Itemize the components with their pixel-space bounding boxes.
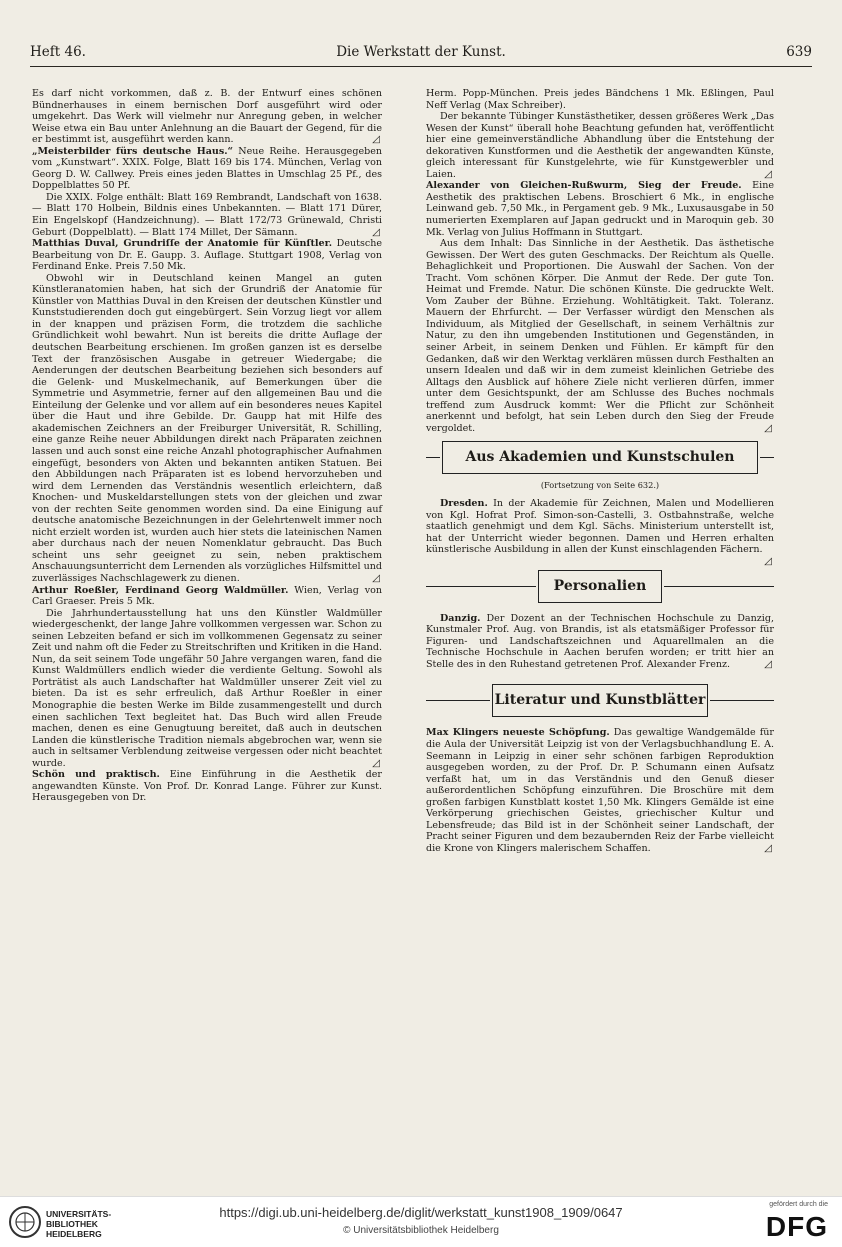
end-mark-icon: ◿	[372, 134, 380, 146]
paragraph-text: Aus dem Inhalt: Das Sinnliche in der Aesthetik. Das ästhetische Gewissen. Der Wert des guten Geschmacks. Der Reichtum als Quelle. Behaglichkeit und Proportionen. Die Auswahl der Sachen. Von der Tracht. Vom schönen Körper. Die Anmut der Rede. Der gute Ton. Heimat und Fremde. Natur. Die schönen Künste. Die gedruckte Welt. Vom Zauber der Bühne. Erziehung. Wohltätigkeit. Takt. Toleranz. Mauern der Ehrfurcht. — Der Verfasser würdigt den Menschen als Individuum, als Mitglied der Gesellschaft, in seinem Verhältnis zur Natur, zu den ihn umgebenden Institutionen und Gegenständen, in seiner Arbeit, in seinem Denken und Fühlen. Er kämpft für den Gedanken, daß wir den Werktag verklären müssen durch Festhalten an unsern Idealen und daß wir in dem zumeist kleinlichen Getriebe des Alltags den Ausblick auf höhere Ziele nicht verlieren dürfen, immer unter dem Gesichtspunkt, der am Schlusse des Buches nochmals treffend zum Ausdruck kommt: Wer die Pflicht zur Schönheit anerkennt und befolgt, hat sein Leben durch den Sieg der Freude vergoldet.	[426, 238, 774, 434]
paragraph-text: Deutsche Bearbeitung von Dr. E. Gaupp. 3. Auflage. Stuttgart 1908, Verlag von Ferdinand Enke. Preis 7.50 Mk.	[32, 238, 382, 273]
article-dresden	[426, 497, 774, 567]
dfg-logo: DFG	[765, 1211, 828, 1242]
section-akademien-title: Aus Akademien und Kunstschulen	[465, 449, 735, 466]
paragraph-text: Neue Reihe. Herausgegeben vom „Kunstwart“. XXIX. Folge, Blatt 169 bis 174. München, Verlag von Georg D. W. Callwey. Preis eines jeden Blattes in Umschlag 25 Pf., des Doppelblattes 50 Pf.	[32, 145, 383, 192]
article-klinger	[426, 727, 774, 854]
source-url-link[interactable]: https://digi.ub.uni-heidelberg.de/diglit/werkstatt_kunst1908_1909/0647	[219, 1205, 623, 1220]
left-paragraph	[32, 88, 382, 146]
article-danzig-text: Der Dozent an der Technischen Hochschule zu Danzig, Kunstmaler Prof. Aug. von Brandis, ist als etatsmäßiger Professor für Figuren- und Landschaftszeichnen und Aquarellmalen an die Technische Hochschule in Aachen berufen worden; er tritt hier an Stelle des in den Ruhestand getretenen Prof. Alexander Frenz.	[426, 612, 774, 670]
left-paragraph	[32, 769, 382, 804]
paragraph-text: Eine Aesthetik des praktischen Lebens. Broschiert 6 Mk., in englische Leinwand geb. 7,50 Mk., in Pergament geb. 9 Mk., Luxusausgabe in 50 numerierten Exemplaren auf Japan gedruckt und in Maroquin geb. 30 Mk. Verlag von Julius Hoffmann in Stuttgart.	[426, 180, 775, 238]
article-danzig	[426, 613, 774, 671]
paragraph-text: Die XXIX. Folge enthält: Blatt 169 Rembrandt, Landschaft von 1638. — Blatt 170 Holbein, Bildnis eines Unbekannten. — Blatt 171 Dürer, Ein Engelskopf (Handzeichnung). — Blatt 172/73 Grünewald, Christi Geburt (Doppelblatt). — Blatt 174 Millet, Der Sämann.	[32, 191, 382, 238]
paragraph-text: Eine Einführung in die Aesthetik der angewandten Künste. Von Prof. Dr. Konrad Lange. Führer zur Kunst. Herausgegeben von Dr.	[32, 769, 382, 804]
copyright-notice: © Universitätsbibliothek Heidelberg	[343, 1225, 499, 1236]
section-literatur-title: Literatur und Kunstblätter	[494, 692, 706, 709]
left-paragraph	[32, 238, 382, 273]
end-mark-icon: ◿	[764, 842, 772, 854]
left-paragraph	[32, 273, 382, 585]
left-paragraph	[32, 192, 382, 238]
funding-note: gefördert durch die	[769, 1201, 828, 1208]
right-paragraph	[426, 238, 774, 434]
article-klinger-lead: Max Klingers neueste Schöpfung.	[426, 727, 610, 739]
left-column	[32, 88, 382, 804]
left-paragraph	[32, 608, 382, 770]
end-mark-icon: ◿	[764, 555, 772, 567]
paragraph-lead: Arthur Roeßler, Ferdinand Georg Waldmüller.	[32, 584, 289, 596]
right-paragraph	[426, 180, 774, 238]
paragraph-lead: Matthias Duval, Grundriſſe der Anatomie für Künſtler.	[32, 238, 333, 250]
header-rule	[30, 66, 812, 67]
end-mark-icon: ◿	[764, 658, 772, 670]
left-paragraph	[32, 585, 382, 608]
end-mark-icon: ◿	[764, 422, 772, 434]
section-literatur-heading	[426, 684, 774, 717]
end-mark-icon: ◿	[372, 572, 380, 584]
paragraph-lead: „Meisterbilder fürs deutsche Haus.“	[32, 145, 234, 157]
paragraph-text: Es darf nicht vorkommen, daß z. B. der Entwurf eines schönen Bündnerhauses in einem bernischen Dorf ausgeführt wird oder umgekehrt. Das Werk will vielmehr nur Anregung geben, in welcher Weise etwa ein Bau unter Anlehnung an die Bauart der Gegend, für die er bestimmt ist, ausgeführt werden kann.	[32, 88, 382, 146]
left-paragraph	[32, 146, 382, 192]
end-mark-icon: ◿	[372, 226, 380, 238]
paragraph-text: Der bekannte Tübinger Kunstästhetiker, dessen größeres Werk „Das Wesen der Kunst“ überall hohe Beachtung gefunden hat, veröffentlicht hier eine gemeinverständliche Abhandlung über die Entstehung der dekorativen Kunstformen und die Aesthetik der angewandten Künste, gleich interessant für Kunstgelehrte, wie für Kunstgewerbler und Laien.	[426, 111, 774, 180]
library-name: UNIVERSITÄTS- BIBLIOTHEK HEIDELBERG	[46, 1209, 112, 1239]
section-personalien-heading	[426, 570, 774, 603]
right-paragraph	[426, 111, 774, 180]
paragraph-text: Wien, Verlag von Carl Graeser. Preis 5 Mk.	[32, 584, 382, 608]
continuation-note: (Fortsetzung von Seite 632.)	[540, 480, 660, 491]
end-mark-icon: ◿	[764, 168, 772, 180]
page-number: 639	[786, 44, 812, 60]
paragraph-lead: Schön und praktisch.	[32, 769, 160, 781]
right-column-top	[426, 88, 774, 434]
right-paragraph	[426, 88, 774, 111]
paragraph-text: Obwohl wir in Deutschland keinen Mangel an guten Künstleranatomien haben, hat sich der Grundriß der Anatomie für Künstler von Matthias Duval in den Kreisen der deutschen Künstler und Kunststudierenden doch gut eingebürgert. Sein Vorzug liegt vor allem in der knappen und präzisen Form, die trotzdem die sachliche Gründlichkeit wohl bewahrt. Nun ist bereits die dritte Auflage der deutschen Bearbeitung erschienen. Im großen ganzen ist es derselbe Text der französischen Ausgabe in getreuer Wiedergabe; die Aenderungen der deutschen Bearbeitung beziehen sich besonders auf die Gelenk- und Muskelmechanik, auf Bemerkungen über die Symmetrie und Asymmetrie, ferner auf den allgemeinen Bau und die Einteilung der Gelenke und vor allem auf ein besonderes neues Kapitel über die Haut und ihre Gebilde. Dr. Gaupp hat mit Hilfe des akademischen Zeichners an der Freiburger Universität, R. Schilling, eine ganze Reihe neuer Abbildungen direkt nach Präparaten zeichnen lassen und auch sonst eine reiche Anzahl photographischer Aufnahmen eingefügt, besonders von Akten und bekannten antiken Statuen. Bei den Abbildungen nach Präparaten ist es lobend hervorzuheben und wird dem Lernenden das Verständnis wesentlich erleichtern, daß Knochen- und Muskeldarstellungen stets von der gleichen und zwar von der rechten Seite genommen worden sind. Da eine Einigung auf deutsche anatomische Bezeichnungen in der Gelehrtenwelt immer noch nicht erzielt worden ist, wurden auch hier stets die lateinischen Namen aber durchaus nach der neuen Nomenklatur gebraucht. Das Buch scheint uns sehr geeignet zu sein, neben praktischem Anschauungsunterricht dem Lernenden als vorzügliches Hilfsmittel und zuverlässiges Nachschlagewerk zu dienen.	[32, 272, 382, 584]
article-klinger-text: Das gewaltige Wandgemälde für die Aula der Universität Leipzig ist von der Verlagsbuchhandlung E. A. Seemann in Leipzig in einer sehr schönen farbigen Reproduktion ausgegeben worden, zu der Prof. Dr. P. Schumann einen Aufsatz verfaßt hat, um in das Verständnis und den Genuß dieser außerordentlichen Schöpfung einzuführen. Die Broschüre mit dem großen farbigen Kunstblatt kostet 1,50 Mk. Klingers Gemälde ist eine Verkörperung griechischen Geistes, griechischer Kultur und Lebensfreude; das Bild ist in der Schönheit seiner Landschaft, der Pracht seiner Figuren und dem bezaubernden Reiz der Farbe vielleicht die Krone von Klingers malerischem Schaffen.	[426, 727, 774, 854]
paragraph-text: Herm. Popp-München. Preis jedes Bändchens 1 Mk. Eßlingen, Paul Neff Verlag (Max Schreiber).	[426, 88, 774, 111]
right-column	[426, 88, 774, 854]
end-mark-icon: ◿	[372, 757, 380, 769]
header-title: Die Werkstatt der Kunst.	[336, 44, 506, 60]
header-issue: Heft 46.	[30, 44, 86, 60]
section-personalien-title: Personalien	[553, 577, 647, 594]
paragraph-text: Die Jahrhundertausstellung hat uns den Künstler Waldmüller wiedergeschenkt, der lange Jahre vollkommen vergessen war. Schon zu seinen Lebzeiten befand er sich im vollkommenen Gegensatz zu seiner Zeit und nahm oft die Feder zu Streitschriften und Kritiken in die Hand. Nun, da seit seinem Tode ungefähr 50 Jahre vergangen waren, fand die Kunst Waldmüllers endlich wieder die verdiente Geltung. Sowohl als Porträtist als auch Landschafter hat Waldmüller unserer Zeit viel zu bieten. Da ist es sehr erfreulich, daß Arthur Roeßler in einer Monographie die besten Werke im Bilde zusammengestellt und durch einen sachlichen Text begleitet hat. Das Buch wird allen Freude machen, denen es eine Genugtuung bereitet, daß auch in deutschen Landen die künstlerische Tradition niemals abgebrochen war, wenn sie auch in seltsamer Verblendung zeitweise vergessen oder nicht beachtet wurde.	[32, 607, 382, 769]
footer	[0, 1196, 842, 1247]
section-akademien-heading	[426, 441, 774, 474]
paragraph-lead: Alexander von Gleichen-Rußwurm, Sieg der Freude.	[426, 180, 742, 192]
article-danzig-lead: Danzig.	[440, 612, 481, 624]
article-dresden-lead: Dresden.	[440, 497, 488, 509]
article-dresden-text: In der Akademie für Zeichnen, Malen und Modellieren von Kgl. Hofrat Prof. Simon-son-Castelli, 3. Ostbahnstraße, welche staatlich genehmigt und dem Kgl. Sächs. Ministerium unterstellt ist, hat der Unterricht wieder begonnen. Damen und Herren erhalten künstlerische Ausbildung in allen der Kunst einschlagenden Fächern.	[426, 497, 774, 556]
